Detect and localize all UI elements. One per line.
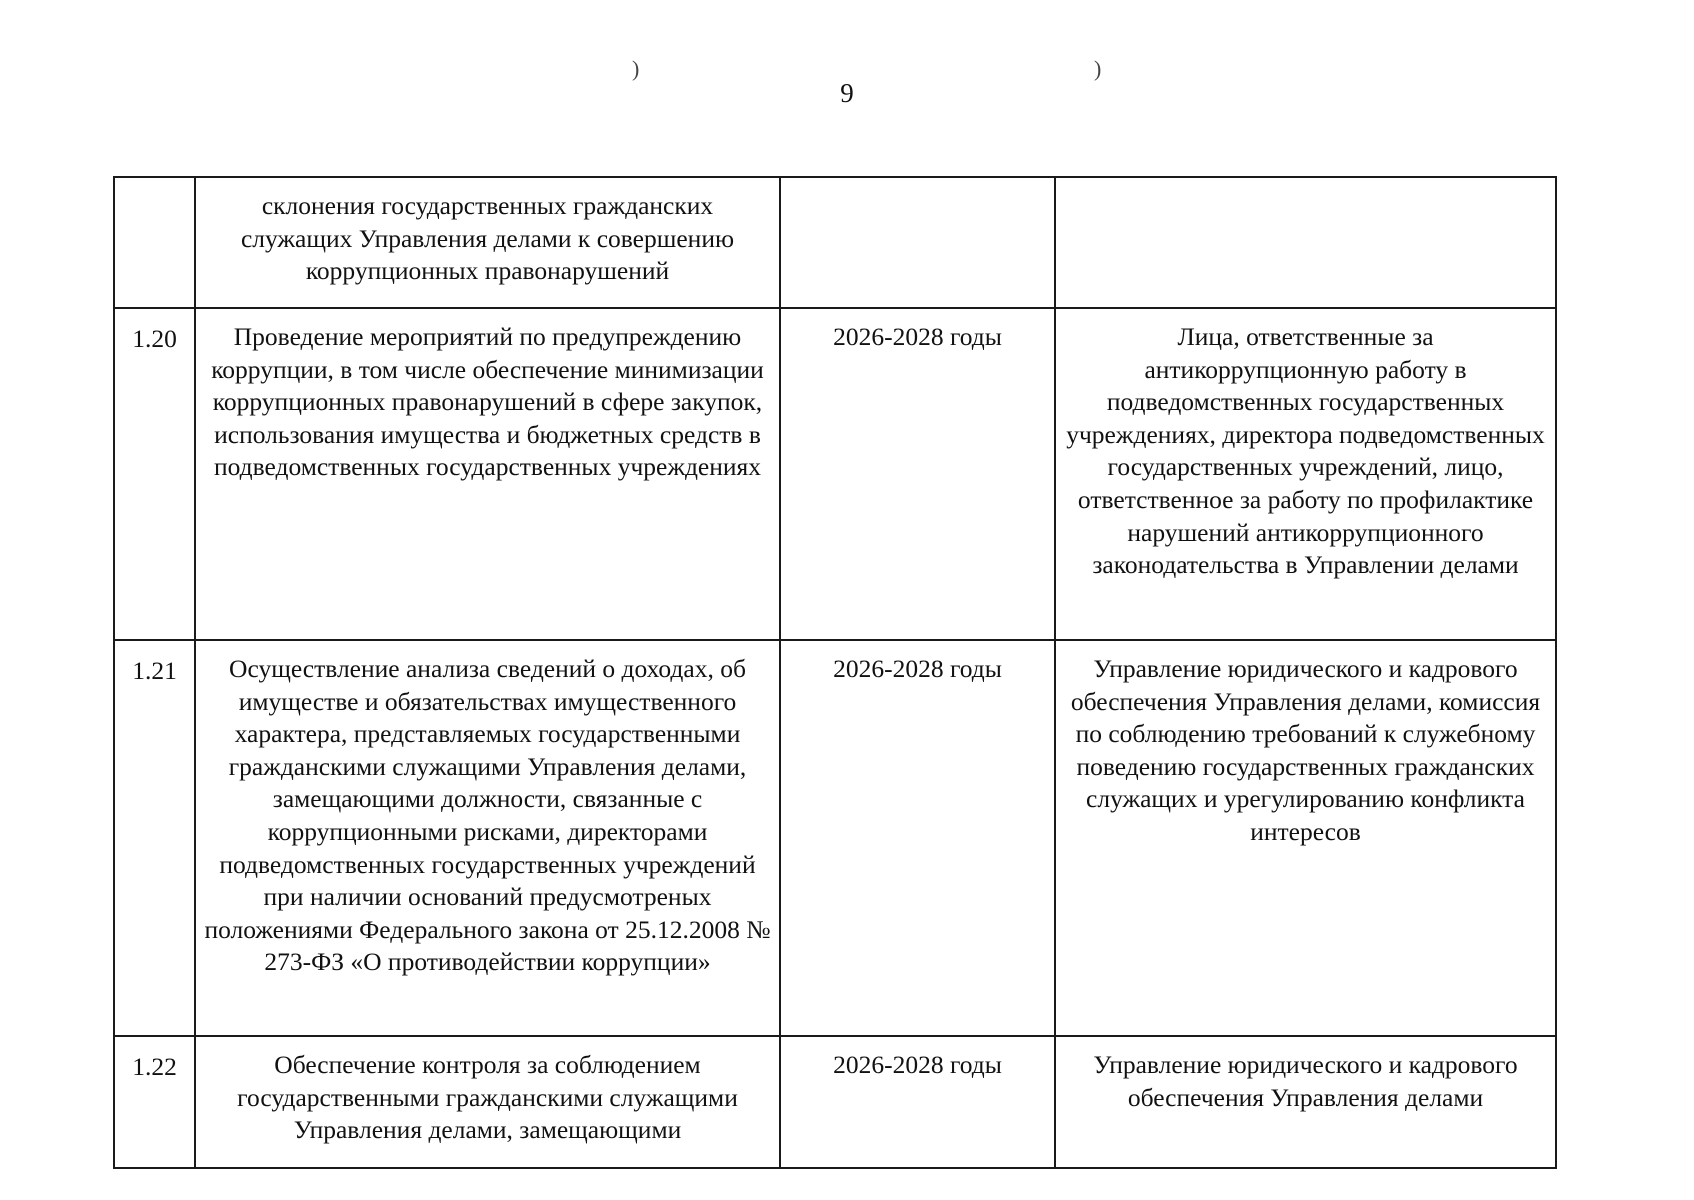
- responsible-cell: Лица, ответственные за антикоррупционную работу в подведомственных государственных учреждениях, директора подведомственных государственных учреждений, лицо, ответственное за работу по профилактике нарушений антикоррупционного законодательства в Управлении делами: [1055, 308, 1556, 640]
- event-cell: Осуществление анализа сведений о доходах, об имуществе и обязательствах имущественного характера, представляемых государственными гражданскими служащими Управления делами, замещающими должности, связанные с коррупционными рисками, директорами подведомственных государственных учреждений при наличии оснований предусмотреных положениями Федерального закона от 25.12.2008 № 273-ФЗ «О противодействии коррупции»: [195, 640, 780, 1036]
- deadline-cell: [780, 177, 1055, 308]
- responsible-cell: Управление юридического и кадрового обеспечения Управления делами: [1055, 1036, 1556, 1168]
- responsible-cell: Управление юридического и кадрового обеспечения Управления делами, комиссия по соблюдению требований к служебному поведению государственных гражданских служащих и урегулированию конфликта интересов: [1055, 640, 1556, 1036]
- row-number-cell: 1.22: [114, 1036, 195, 1168]
- event-cell: Обеспечение контроля за соблюдением государственными гражданскими служащими Управления делами, замещающими: [195, 1036, 780, 1168]
- deadline-cell: 2026-2028 годы: [780, 308, 1055, 640]
- row-number-cell: [114, 177, 195, 308]
- event-cell: Проведение мероприятий по предупреждению коррупции, в том числе обеспечение минимизации коррупционных правонарушений в сфере закупок, использования имущества и бюджетных средств в подведомственных государственных учреждениях: [195, 308, 780, 640]
- row-number-cell: 1.20: [114, 308, 195, 640]
- event-cell: склонения государственных гражданских служащих Управления делами к совершению коррупционных правонарушений: [195, 177, 780, 308]
- scan-mark-left: ): [632, 56, 640, 81]
- responsible-cell: [1055, 177, 1556, 308]
- page-number: 9: [840, 78, 854, 108]
- plan-table: [113, 176, 1557, 1169]
- table-row: [114, 1036, 1556, 1168]
- table-row: [114, 640, 1556, 1036]
- table-row: [114, 177, 1556, 308]
- table-row: [114, 308, 1556, 640]
- scan-mark-right: ): [1094, 56, 1102, 81]
- row-number-cell: 1.21: [114, 640, 195, 1036]
- deadline-cell: 2026-2028 годы: [780, 1036, 1055, 1168]
- deadline-cell: 2026-2028 годы: [780, 640, 1055, 1036]
